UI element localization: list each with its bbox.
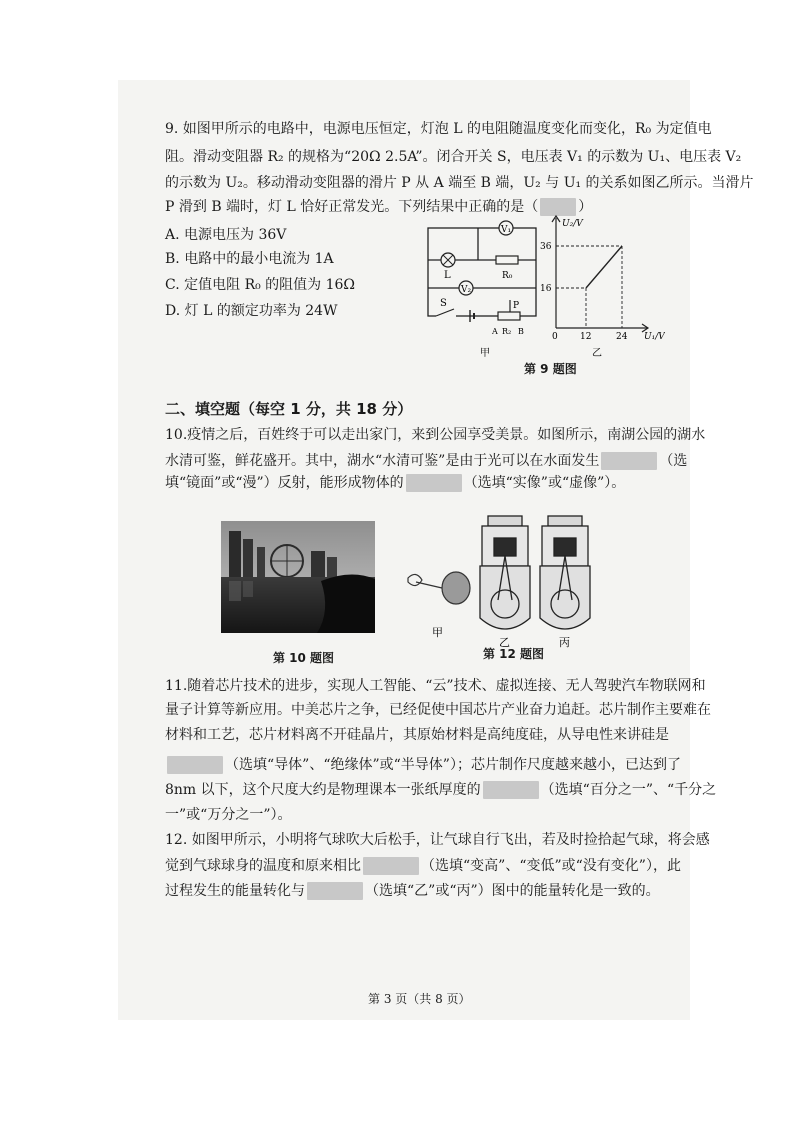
q11-line1: 11.随着芯片技术的进步，实现人工智能、“云”技术、虚拟连接、无人驾驶汽车物联网和: [165, 678, 706, 694]
fig12-label-bing: 丙: [559, 636, 570, 649]
q10-line3-end: （选填“实像”或“虚像”）。: [463, 475, 626, 491]
engine-yi-icon: [480, 516, 530, 629]
q9-line4-end: ）: [578, 199, 593, 215]
fig12-label-yi: 乙: [499, 636, 510, 649]
q9-line4-text: P 滑到 B 端时，灯 L 恰好正常发光。下列结果中正确的是（: [165, 199, 539, 215]
switch-label: S: [440, 298, 447, 309]
lamp-label: L: [444, 270, 451, 281]
resistor-r0-icon: [496, 256, 518, 264]
graph-ytick-16: 16: [540, 284, 552, 294]
q10-blank-2[interactable]: [406, 474, 462, 492]
q12-line2-text: 觉到气球球身的温度和原来相比: [165, 858, 361, 874]
graph-origin: 0: [552, 332, 558, 342]
page-footer: 第 3 页（共 8 页）: [368, 992, 471, 1006]
q11-line5-text: 8nm 以下，这个尺度大约是物理课本一张纸厚度的: [165, 782, 481, 798]
q9-option-a: A. 电源电压为 36V: [165, 227, 287, 243]
graph-ylabel: U₂/V: [562, 219, 583, 229]
graph-figure-label: 乙: [592, 348, 602, 358]
rheostat-r2-icon: [498, 312, 520, 320]
q10-line3: [165, 470, 625, 496]
q9-circuit-diagram: [418, 212, 538, 362]
q10-line2-end: （选: [659, 453, 688, 469]
balloon-icon: [408, 572, 470, 604]
q9-graph: [530, 212, 665, 358]
section-2-heading: 二、填空题（每空 1 分，共 18 分）: [165, 400, 413, 418]
engine-bing-icon: [540, 516, 590, 629]
q9-line1: 9. 如图甲所示的电路中，电源电压恒定，灯泡 L 的电阻随温度变化而变化，R₀ 为定值电: [165, 121, 712, 137]
r2-label: R₂: [502, 327, 512, 336]
q9-option-d: D. 灯 L 的额定功率为 24W: [165, 303, 338, 319]
q11-line3: 材料和工艺，芯片材料离不开硅晶片，其原始材料是高纯度硅，从导电性来讲硅是: [165, 727, 669, 743]
graph-line: [586, 246, 622, 288]
q9-line3: 的示数为 U₂。移动滑动变阻器的滑片 P 从 A 端至 B 端，U₂ 与 U₁ 的关系如图乙所示。当滑片: [165, 175, 754, 191]
graph-xtick-24: 24: [616, 332, 628, 342]
q10-figure-caption: 第 10 题图: [273, 651, 335, 665]
r0-label: R₀: [502, 271, 513, 281]
v1-label: V₁: [501, 225, 512, 235]
graph-xtick-12: 12: [580, 332, 592, 342]
q10-line1: 10.疫情之后，百姓终于可以走出家门，来到公园享受美景。如图所示，南湖公园的湖水: [165, 427, 706, 443]
q10-line2-text: 水清可鉴，鲜花盛开。其中，湖水“水清可鉴”是由于光可以在水面发生: [165, 453, 600, 469]
q12-line2: [165, 853, 681, 879]
q11-line6: 一”或“万分之一”）。: [165, 807, 292, 823]
q12-figure: [402, 508, 602, 650]
q10-blank-1[interactable]: [601, 452, 657, 470]
end-a-label: A: [492, 327, 498, 336]
fig12-label-jia: 甲: [432, 626, 443, 639]
v2-label: V₂: [461, 285, 472, 295]
q12-line3-text: 过程发生的能量转化与: [165, 883, 305, 899]
q12-line2-end: （选填“变高”、“变低”或“没有变化”），此: [421, 858, 681, 874]
q10-line3-text: 填“镜面”或“漫”）反射，能形成物体的: [165, 475, 404, 491]
graph-xlabel: U₁/V: [644, 332, 665, 342]
q9-figure-caption: 第 9 题图: [524, 362, 577, 376]
q9-line2: 阻。滑动变阻器 R₂ 的规格为“20Ω 2.5A”。闭合开关 S，电压表 V₁ 的示数为 U₁、电压表 V₂: [165, 149, 742, 165]
q12-figure-caption: 第 12 题图: [483, 647, 545, 661]
q9-option-b: B. 电路中的最小电流为 1A: [165, 251, 334, 267]
q12-line1: 12. 如图甲所示，小明将气球吹大后松手，让气球自行飞出，若及时捡拾起气球，将会感: [165, 832, 710, 848]
q10-lake-photo: [221, 521, 375, 633]
circuit-figure-label: 甲: [480, 348, 490, 359]
q11-line5: [165, 777, 716, 803]
q11-line4: [165, 752, 681, 778]
graph-ytick-36: 36: [540, 242, 552, 252]
q11-blank-2[interactable]: [483, 781, 539, 799]
q9-option-c: C. 定值电阻 R₀ 的阻值为 16Ω: [165, 277, 356, 293]
q12-blank-2[interactable]: [307, 882, 363, 900]
q12-line3: [165, 878, 660, 904]
q11-line4-text: （选填“导体”、“绝缘体”或“半导体”）；芯片制作尺度越来越小，已达到了: [225, 757, 681, 773]
q11-blank-1[interactable]: [167, 756, 223, 774]
q11-line5-end: （选填“百分之一”、“千分之: [540, 782, 717, 798]
slider-label: P: [513, 301, 520, 311]
q11-line2: 量子计算等新应用。中美芯片之争，已经促使中国芯片产业奋力追赶。芯片制作主要难在: [165, 702, 711, 718]
q12-blank-1[interactable]: [363, 857, 419, 875]
end-b-label: B: [518, 327, 524, 336]
q12-line3-end: （选填“乙”或“丙”）图中的能量转化是一致的。: [365, 883, 660, 899]
